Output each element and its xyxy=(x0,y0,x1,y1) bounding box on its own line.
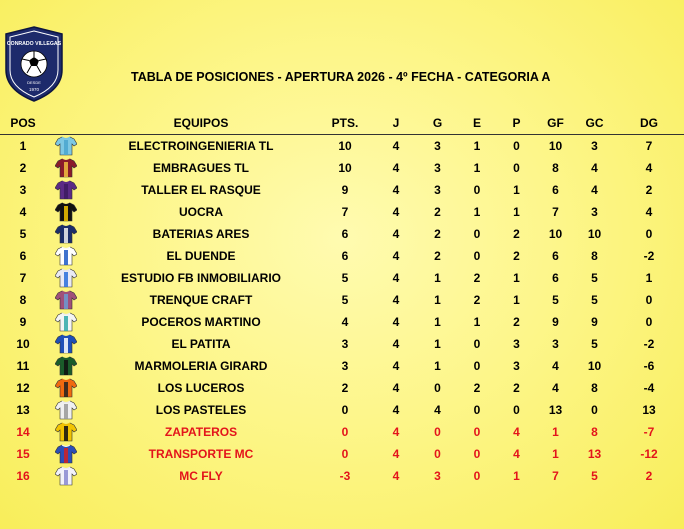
stat-j: 4 xyxy=(392,271,400,285)
team-jersey-icon xyxy=(46,245,86,267)
table-row xyxy=(0,355,684,377)
stat-e: 2 xyxy=(473,271,481,285)
stat-e: 0 xyxy=(473,337,481,351)
stat-g: 3 xyxy=(434,161,441,175)
row-position: 5 xyxy=(19,227,27,241)
team-jersey-icon xyxy=(46,311,86,333)
stat-dg: -6 xyxy=(643,359,655,373)
stat-g: 1 xyxy=(434,315,441,329)
stat-gc: 10 xyxy=(587,359,602,373)
table-header-row xyxy=(0,112,684,135)
stat-gf: 7 xyxy=(552,205,559,219)
team-name: EL PATITA xyxy=(171,337,231,351)
stat-j: 4 xyxy=(392,425,400,439)
stat-g: 2 xyxy=(434,249,441,263)
header-gc: GC xyxy=(585,116,604,130)
stat-p: 2 xyxy=(513,381,520,395)
table-row xyxy=(0,377,684,399)
stat-pts: 6 xyxy=(341,249,349,263)
team-jersey-icon xyxy=(46,377,86,399)
stat-j: 4 xyxy=(392,183,400,197)
stat-g: 3 xyxy=(434,139,441,153)
team-name: MC FLY xyxy=(179,469,223,483)
stat-g: 0 xyxy=(434,447,441,461)
stat-g: 2 xyxy=(434,205,441,219)
stat-e: 0 xyxy=(473,227,481,241)
row-position: 10 xyxy=(16,337,30,351)
team-jersey-icon xyxy=(46,135,86,158)
stat-gf: 13 xyxy=(548,403,563,417)
stat-dg: 4 xyxy=(645,161,653,175)
stat-e: 0 xyxy=(473,425,481,439)
stat-gc: 5 xyxy=(591,337,598,351)
stat-gf: 7 xyxy=(552,469,559,483)
team-name: BATERIAS ARES xyxy=(152,227,250,241)
row-position: 12 xyxy=(16,381,30,395)
team-name: ESTUDIO FB INMOBILIARIO xyxy=(121,271,281,285)
stat-e: 0 xyxy=(473,469,481,483)
team-name: TRENQUE CRAFT xyxy=(149,293,253,307)
stat-dg: -4 xyxy=(643,381,655,395)
header-j: J xyxy=(392,116,400,130)
stat-e: 2 xyxy=(473,381,481,395)
table-row xyxy=(0,465,684,487)
row-position: 15 xyxy=(16,447,30,461)
stat-gf: 5 xyxy=(552,293,559,307)
team-name: LOS LUCEROS xyxy=(157,381,245,395)
team-jersey-icon xyxy=(46,201,86,223)
stat-gf: 6 xyxy=(552,271,559,285)
header-p: P xyxy=(512,116,521,130)
stat-g: 2 xyxy=(434,227,441,241)
stat-p: 0 xyxy=(513,139,520,153)
header-gf: GF xyxy=(547,116,564,130)
logo-top-text: CONRADO VILLEGAS xyxy=(6,41,62,47)
stat-gf: 10 xyxy=(548,227,563,241)
stat-g: 3 xyxy=(434,183,441,197)
stat-e: 0 xyxy=(473,447,481,461)
stat-gf: 6 xyxy=(552,249,559,263)
stat-j: 4 xyxy=(392,381,400,395)
header-pos: POS xyxy=(10,116,36,130)
team-name: ELECTROINGENIERIA TL xyxy=(128,139,274,153)
stat-gf: 4 xyxy=(552,359,559,373)
stat-j: 4 xyxy=(392,469,400,483)
stat-pts: 10 xyxy=(338,161,352,175)
team-jersey-icon xyxy=(46,267,86,289)
stat-pts: -3 xyxy=(339,469,351,483)
row-position: 8 xyxy=(19,293,27,307)
logo-year: 1970 xyxy=(28,87,40,92)
stat-p: 4 xyxy=(513,425,520,439)
stat-g: 4 xyxy=(434,403,441,417)
stat-gf: 6 xyxy=(552,183,559,197)
stat-gc: 5 xyxy=(591,293,598,307)
stat-j: 4 xyxy=(392,205,400,219)
stat-dg: 2 xyxy=(645,183,653,197)
stat-dg: 0 xyxy=(645,315,653,329)
row-position: 13 xyxy=(16,403,30,417)
stat-gc: 5 xyxy=(591,469,598,483)
stat-p: 2 xyxy=(513,227,520,241)
stat-gc: 4 xyxy=(591,183,598,197)
row-position: 11 xyxy=(16,359,30,373)
stat-p: 3 xyxy=(513,359,520,373)
team-name: POCEROS MARTINO xyxy=(141,315,261,329)
table-row xyxy=(0,311,684,333)
team-name: UOCRA xyxy=(179,205,223,219)
stat-e: 1 xyxy=(473,139,481,153)
stat-gf: 1 xyxy=(552,447,559,461)
stat-j: 4 xyxy=(392,447,400,461)
team-name: ZAPATEROS xyxy=(164,425,238,439)
table-row xyxy=(0,399,684,421)
stat-dg: 1 xyxy=(645,271,653,285)
table-row xyxy=(0,223,684,245)
stat-gf: 9 xyxy=(552,315,559,329)
stat-pts: 5 xyxy=(341,271,349,285)
stat-gc: 3 xyxy=(591,205,598,219)
stat-dg: 2 xyxy=(645,469,653,483)
stat-gf: 1 xyxy=(552,425,559,439)
stat-g: 1 xyxy=(434,293,441,307)
stat-e: 1 xyxy=(473,315,481,329)
team-jersey-icon xyxy=(46,465,86,487)
stat-gc: 3 xyxy=(591,139,598,153)
stat-g: 1 xyxy=(434,337,441,351)
team-jersey-icon xyxy=(46,179,86,201)
stat-e: 0 xyxy=(473,359,481,373)
header-pts: PTS. xyxy=(331,116,359,130)
team-name: EL DUENDE xyxy=(166,249,236,263)
stat-e: 0 xyxy=(473,183,481,197)
stat-dg: 0 xyxy=(645,293,653,307)
header-equipos: EQUIPOS xyxy=(173,116,229,130)
stat-pts: 3 xyxy=(341,337,349,351)
stat-e: 1 xyxy=(473,161,481,175)
team-jersey-icon xyxy=(46,223,86,245)
stat-pts: 0 xyxy=(341,403,349,417)
team-name: EMBRAGUES TL xyxy=(153,161,249,175)
stat-j: 4 xyxy=(392,249,400,263)
team-jersey-icon xyxy=(46,333,86,355)
table-row xyxy=(0,333,684,355)
stat-g: 3 xyxy=(434,469,441,483)
stat-p: 1 xyxy=(513,293,520,307)
stat-p: 1 xyxy=(513,205,520,219)
stat-pts: 0 xyxy=(341,425,349,439)
stat-j: 4 xyxy=(392,337,400,351)
stat-gc: 5 xyxy=(591,271,598,285)
stat-gc: 9 xyxy=(591,315,598,329)
stat-pts: 3 xyxy=(341,359,349,373)
stat-g: 0 xyxy=(434,381,441,395)
stat-j: 4 xyxy=(392,161,400,175)
team-jersey-icon xyxy=(46,289,86,311)
row-position: 6 xyxy=(19,249,27,263)
stat-pts: 7 xyxy=(341,205,349,219)
stat-p: 1 xyxy=(513,271,520,285)
stat-pts: 5 xyxy=(341,293,349,307)
stat-j: 4 xyxy=(392,315,400,329)
stat-j: 4 xyxy=(392,293,400,307)
team-jersey-icon xyxy=(46,443,86,465)
stat-gc: 13 xyxy=(587,447,602,461)
table-row xyxy=(0,421,684,443)
stat-p: 2 xyxy=(513,249,520,263)
stat-dg: 4 xyxy=(645,205,653,219)
logo-small-text: DESDE xyxy=(27,80,41,85)
stat-pts: 10 xyxy=(338,139,352,153)
stat-g: 0 xyxy=(434,425,441,439)
stat-e: 1 xyxy=(473,205,481,219)
stat-dg: -12 xyxy=(640,447,658,461)
stat-dg: 0 xyxy=(645,227,653,241)
stat-dg: 7 xyxy=(645,139,653,153)
row-position: 3 xyxy=(19,183,27,197)
stat-gc: 0 xyxy=(591,403,598,417)
table-row xyxy=(0,245,684,267)
stat-pts: 6 xyxy=(341,227,349,241)
stat-e: 0 xyxy=(473,403,481,417)
table-row xyxy=(0,135,684,158)
header-dg: DG xyxy=(640,116,658,130)
team-name: MARMOLERIA GIRARD xyxy=(134,359,268,373)
stat-pts: 4 xyxy=(341,315,349,329)
table-row xyxy=(0,157,684,179)
stat-dg: 13 xyxy=(642,403,656,417)
stat-pts: 2 xyxy=(341,381,349,395)
header-e: E xyxy=(472,116,481,130)
stat-e: 2 xyxy=(473,293,481,307)
stat-gc: 8 xyxy=(591,249,598,263)
team-name: TRANSPORTE MC xyxy=(148,447,254,461)
row-position: 14 xyxy=(16,425,30,439)
stat-pts: 9 xyxy=(341,183,349,197)
stat-j: 4 xyxy=(392,359,400,373)
row-position: 9 xyxy=(19,315,27,329)
team-jersey-icon xyxy=(46,399,86,421)
stat-dg: -7 xyxy=(643,425,655,439)
table-row xyxy=(0,179,684,201)
table-row xyxy=(0,201,684,223)
stat-gc: 8 xyxy=(591,425,598,439)
stat-j: 4 xyxy=(392,227,400,241)
row-position: 16 xyxy=(16,469,30,483)
stat-gf: 4 xyxy=(552,381,559,395)
team-jersey-icon xyxy=(46,157,86,179)
table-row xyxy=(0,443,684,465)
row-position: 2 xyxy=(19,161,27,175)
header-g: G xyxy=(432,116,443,130)
standings-table xyxy=(0,112,684,487)
stat-j: 4 xyxy=(392,403,400,417)
stat-p: 1 xyxy=(513,183,520,197)
row-position: 4 xyxy=(19,205,27,219)
team-name: TALLER EL RASQUE xyxy=(141,183,261,197)
stat-dg: -2 xyxy=(643,249,655,263)
stat-p: 0 xyxy=(513,403,520,417)
stat-p: 3 xyxy=(513,337,520,351)
table-row xyxy=(0,267,684,289)
stat-g: 1 xyxy=(434,271,441,285)
row-position: 1 xyxy=(19,139,27,153)
team-name: LOS PASTELES xyxy=(155,403,247,417)
stat-gc: 4 xyxy=(591,161,598,175)
stat-gf: 10 xyxy=(548,139,563,153)
stat-p: 4 xyxy=(513,447,520,461)
club-logo-icon xyxy=(4,26,64,102)
stat-e: 0 xyxy=(473,249,481,263)
team-jersey-icon xyxy=(46,355,86,377)
table-row xyxy=(0,289,684,311)
stat-gc: 10 xyxy=(587,227,602,241)
page-title: TABLA DE POSICIONES - APERTURA 2026 - 4º FECHA - CATEGORIA A xyxy=(131,70,551,84)
stat-p: 0 xyxy=(513,161,520,175)
stat-g: 1 xyxy=(434,359,441,373)
stat-dg: -2 xyxy=(643,337,655,351)
stat-p: 2 xyxy=(513,315,520,329)
row-position: 7 xyxy=(19,271,27,285)
stat-gc: 8 xyxy=(591,381,598,395)
stat-j: 4 xyxy=(392,139,400,153)
stat-gf: 3 xyxy=(552,337,559,351)
stat-pts: 0 xyxy=(341,447,349,461)
stat-gf: 8 xyxy=(552,161,559,175)
team-jersey-icon xyxy=(46,421,86,443)
stat-p: 1 xyxy=(513,469,520,483)
